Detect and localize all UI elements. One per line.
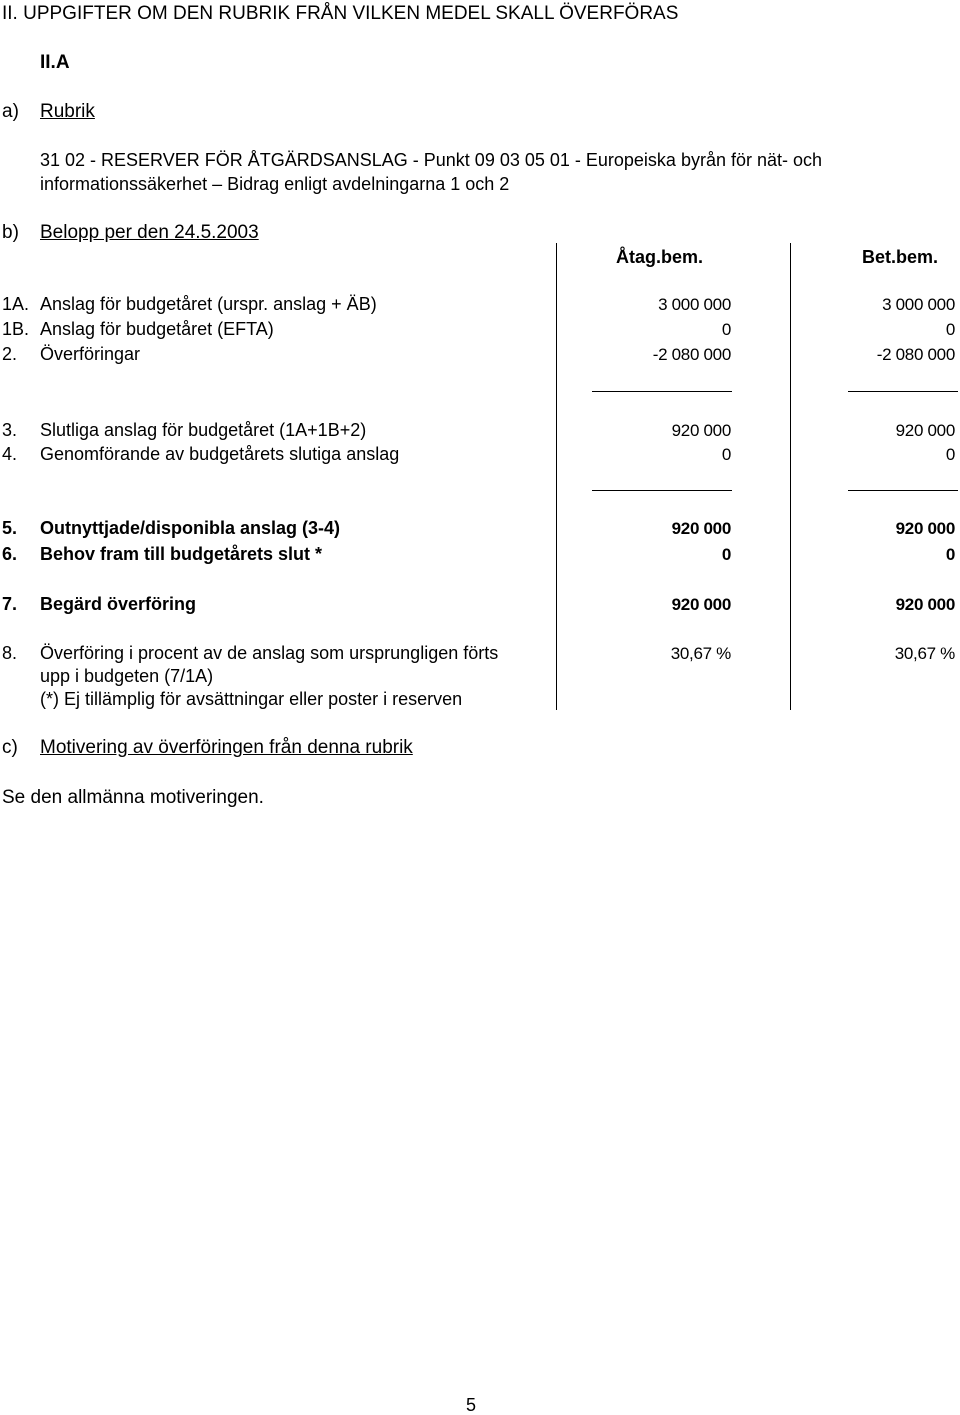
row-number: 1A. — [2, 294, 30, 314]
row-value-bet: 3 000 000 — [882, 295, 955, 314]
row-number: 4. — [2, 444, 18, 464]
row-number: 2. — [2, 344, 18, 364]
row-number: 1B. — [2, 319, 30, 339]
sum-line — [848, 391, 958, 392]
page-number: 5 — [466, 1395, 477, 1415]
row-value-atag: 920 000 — [671, 421, 731, 440]
rubrik-text-line1: 31 02 - RESERVER FÖR ÅTGÄRDSANSLAG - Punkt 09 03 05 01 - Europeiska byrån för nät- och — [40, 150, 823, 170]
item-a-label: Rubrik — [40, 101, 95, 122]
row-value-atag: -2 080 000 — [652, 345, 731, 364]
row-value-bet: 920 000 — [895, 519, 955, 538]
item-a-marker: a) — [2, 101, 19, 122]
rubrik-text-line2: informationssäkerhet – Bidrag enligt avdelningarna 1 och 2 — [40, 174, 510, 194]
sum-line — [592, 490, 732, 491]
row-label: Överföring i procent av de anslag som ursprungligen förts — [40, 643, 499, 663]
row-value-atag: 0 — [721, 320, 731, 339]
row-value-atag: 3 000 000 — [658, 295, 731, 314]
item-b-label: Belopp per den 24.5.2003 — [40, 222, 259, 243]
row-value-bet: 920 000 — [895, 421, 955, 440]
row-label: Outnyttjade/disponibla anslag (3-4) — [40, 518, 341, 538]
item-c-label: Motivering av överföringen från denna rubrik — [40, 737, 413, 758]
row-label: Överföringar — [40, 344, 141, 364]
sum-line — [592, 391, 732, 392]
column-separator-right — [790, 243, 791, 710]
item-b-marker: b) — [2, 222, 19, 243]
row-number: 7. — [2, 594, 18, 614]
row-value-atag: 0 — [721, 545, 731, 564]
col-header-atag: Åtag.bem. — [616, 247, 704, 267]
row-value-bet: 0 — [945, 545, 955, 564]
row-label: Slutliga anslag för budgetåret (1A+1B+2) — [40, 420, 367, 440]
column-separator-left — [556, 243, 557, 710]
motivation-text: Se den allmänna motiveringen. — [2, 787, 264, 808]
row-number: 6. — [2, 544, 18, 564]
row-number: 3. — [2, 420, 18, 440]
subsection-title: II.A — [40, 52, 70, 73]
row-number: 8. — [2, 643, 18, 663]
footnote: (*) Ej tillämplig för avsättningar eller poster i reserven — [40, 689, 463, 709]
item-c-marker: c) — [2, 737, 18, 758]
row-value-bet: 0 — [945, 445, 955, 464]
row-number: 5. — [2, 518, 18, 538]
row-value-bet: -2 080 000 — [876, 345, 955, 364]
sum-line — [848, 490, 958, 491]
row-label: Genomförande av budgetårets slutiga anslag — [40, 444, 400, 464]
row-label: Behov fram till budgetårets slut * — [40, 544, 323, 564]
row-value-atag: 30,67 % — [670, 644, 731, 663]
row-label: Anslag för budgetåret (urspr. anslag + ÄB) — [40, 294, 377, 314]
row-value-atag: 920 000 — [671, 519, 731, 538]
col-header-bet: Bet.bem. — [862, 247, 939, 267]
row-label-continued: upp i budgeten (7/1A) — [40, 666, 214, 686]
row-value-atag: 920 000 — [671, 595, 731, 614]
row-label: Begärd överföring — [40, 594, 197, 614]
row-value-bet: 30,67 % — [894, 644, 955, 663]
row-label: Anslag för budgetåret (EFTA) — [40, 319, 274, 339]
row-value-bet: 920 000 — [895, 595, 955, 614]
row-value-bet: 0 — [945, 320, 955, 339]
row-value-atag: 0 — [721, 445, 731, 464]
section-title: II. UPPGIFTER OM DEN RUBRIK FRÅN VILKEN MEDEL SKALL ÖVERFÖRAS — [2, 3, 679, 24]
